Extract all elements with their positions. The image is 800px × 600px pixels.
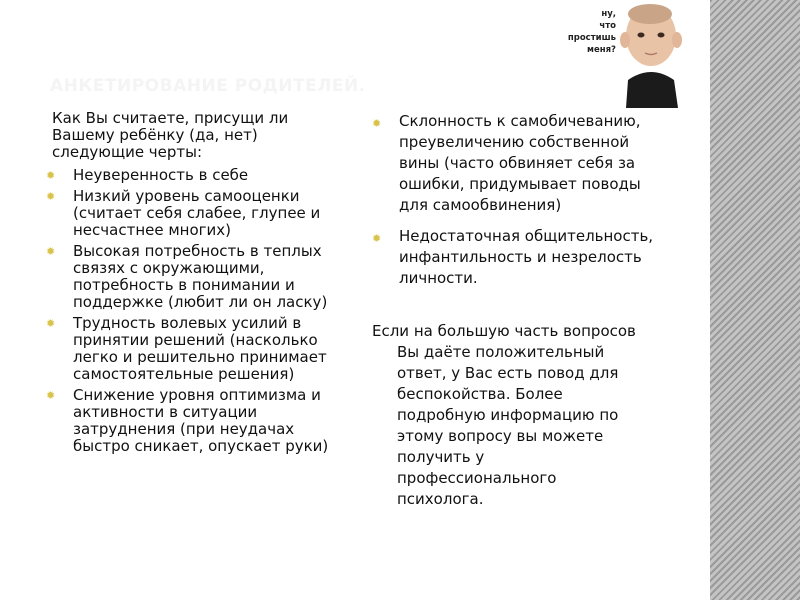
list-item-text: Недостаточная общительность, инфантильность и незрелость личности.: [399, 227, 654, 287]
list-item: [46, 243, 346, 311]
baby-photo: [618, 0, 682, 108]
sun-bullet-icon: ✹: [372, 117, 382, 130]
decorative-stripe: [710, 0, 800, 600]
sun-bullet-icon: ✹: [46, 245, 56, 258]
sun-bullet-icon: ✹: [46, 169, 56, 182]
advice-line: психолога.: [397, 490, 484, 508]
advice-line: профессионального: [397, 469, 557, 487]
list-item-text: Снижение уровня оптимизма и активности в ситуации затруднения (при неудачах быстро сникает, опускает руки): [73, 386, 329, 455]
advice-line: беспокойства. Более: [397, 385, 563, 403]
caption-line: что: [599, 21, 616, 31]
advice-line: Вы даёте положительный: [397, 343, 605, 361]
sun-bullet-icon: ✹: [372, 232, 382, 245]
survey-intro: Как Вы считаете, присущи ли Вашему ребёнку (да, нет) следующие черты:: [52, 109, 289, 161]
advice-line: ответ, у Вас есть повод для: [397, 364, 619, 382]
sun-bullet-icon: ✹: [46, 389, 56, 402]
advice-paragraph: [372, 321, 672, 510]
advice-line: этому вопросу вы можете: [397, 427, 604, 445]
slide-title: АНКЕТИРОВАНИЕ РОДИТЕЛЕЙ.: [50, 76, 366, 96]
right-column: [372, 111, 672, 510]
list-item: [372, 111, 672, 216]
advice-line: получить у: [397, 448, 485, 466]
advice-line: подробную информацию по: [397, 406, 619, 424]
list-item: [372, 226, 672, 289]
traits-list: [46, 167, 346, 455]
list-item-text: Неуверенность в себе: [73, 166, 249, 184]
list-item-text: Низкий уровень самооценки (считает себя слабее, глупее и несчастнее многих): [73, 187, 321, 239]
list-item: [46, 387, 346, 455]
caption-line: простишь: [567, 33, 616, 43]
list-item-text: Склонность к самобичеванию, преувеличению собственной вины (часто обвиняет себя за ошибки, придумывает поводы для самообвинения): [399, 112, 641, 214]
list-item: [46, 315, 346, 383]
caption-line: ну,: [601, 9, 616, 19]
list-item-text: Высокая потребность в теплых связях с окружающими, потребность в понимании и поддержке (любит ли он ласку): [73, 242, 328, 311]
sun-bullet-icon: ✹: [46, 190, 56, 203]
list-item-text: Трудность волевых усилий в принятии решений (насколько легко и решительно принимает самостоятельные решения): [73, 314, 327, 383]
caption-line: меня?: [587, 45, 616, 55]
traits-list-continued: [372, 111, 672, 289]
list-item: [46, 167, 346, 184]
list-item: [46, 188, 346, 239]
left-column: [46, 110, 346, 459]
sun-bullet-icon: ✹: [46, 317, 56, 330]
advice-line: Если на большую часть вопросов: [372, 322, 636, 340]
photo-caption: [556, 8, 616, 56]
